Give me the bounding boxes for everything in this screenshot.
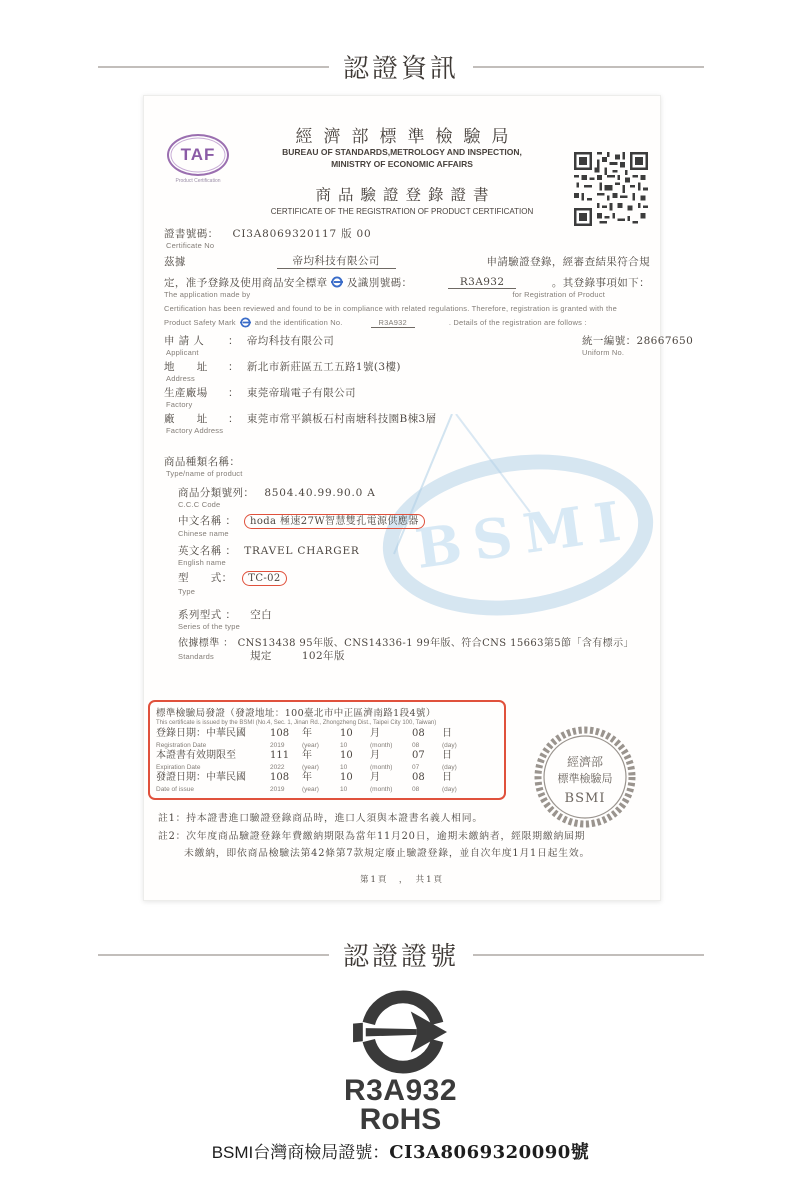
bsmi-mark-code: R3A932 [343, 1074, 458, 1107]
standards-value2b: 102年版 [301, 650, 345, 662]
grant-line2-left [164, 275, 412, 290]
page-number: 第1頁 ， 共1頁 [359, 875, 445, 885]
uniform-number: 統一編號：28667650 [582, 335, 694, 347]
identification-code-underlined: R3A932 [448, 276, 517, 289]
bureau-title-zh: 經濟部標準檢驗局 [295, 127, 520, 147]
grant-en-line2-b: and the identification No. [254, 318, 343, 327]
ccc-value: 8504.40.99.90.0 A [264, 487, 376, 499]
series-value: 空白 [250, 609, 273, 621]
safety-mark-icon [240, 317, 251, 328]
bureau-title-en1: BUREAU OF STANDARDS,METROLOGY AND INSPECTION, [282, 147, 522, 157]
factory-row-en: Factory [166, 400, 193, 409]
applicant-value: 帝均科技有限公司 [246, 335, 335, 347]
bsmi-certificate-number-line [0, 1138, 801, 1164]
registration-date-row-en: Registration Date 2019 (year) 10 (month) 08 (day) [156, 741, 457, 749]
certificate-number-label: 證書號碼： [164, 228, 219, 240]
product-type-heading: 商品種類名稱： [164, 456, 241, 468]
registration-date-row: 登錄日期：中華民國 108 年 10 月 08 日 [156, 728, 452, 739]
ccc-row-en: C.C.C Code [178, 500, 221, 509]
grant-line-2 [164, 275, 650, 290]
series-row-en: Series of the type [178, 622, 240, 631]
applicant-row-en: Applicant [166, 348, 199, 357]
grant-line2-c: 。其登錄事項如下： [551, 277, 650, 289]
factory-address-row-en: Factory Address [166, 426, 224, 435]
grant-line1-rest: 申請驗證登錄，經審查結果符合規 [486, 256, 650, 268]
address-row-en: Address [166, 374, 195, 383]
qr-code-icon [574, 152, 648, 226]
issue-title-en: This certificate is issued by the BSMI (No.4, Sec. 1, Jinan Rd., Zhongzheng Dist., Taipei City 100, Taiwan) [156, 720, 437, 726]
chinese-name-value-highlighted: hoda 極速27W智慧雙孔電源供應器 [244, 514, 425, 529]
bureau-title-en2: MINISTRY OF ECONOMIC AFFAIRS [331, 158, 473, 169]
cert-info-section-header [98, 48, 704, 85]
issue-date-row: 發證日期：中華民國 108 年 10 月 08 日 [156, 772, 452, 783]
taf-caption: Product Certification [175, 178, 221, 184]
factory-row: 生產廠場 ： 東莞帝瑞電子有限公司 [164, 387, 356, 399]
standards-row: 依據標準 ： CNS13438 95年版、CNS14336-1 99年版、符合CNS 15663第5節「含有標示」 [178, 638, 634, 649]
grant-en-applicant: The application made by [164, 290, 251, 299]
footer-label: BSMI台灣商檢局證號： [211, 1143, 390, 1162]
seal-line-2: 標準檢驗局 [557, 772, 613, 785]
standards-value: CNS13438 95年版、CNS14336-1 99年版、符合CNS 15663第5節「含有標示」 [237, 638, 634, 649]
certificate-number-line [164, 226, 372, 241]
divider-line [473, 954, 704, 956]
doc-title-en: CERTIFICATE OF THE REGISTRATION OF PRODUCT CERTIFICATION [270, 206, 534, 216]
address-row: 地 址 ： 新北市新莊區五工五路1號(3樓) [164, 361, 401, 373]
english-name-row-en: English name [178, 558, 226, 567]
doc-title-zh: 商品驗證登錄證書 [315, 185, 496, 204]
grant-en-line2-a: Product Safety Mark [164, 318, 236, 327]
expiration-date-row-en: Expiration Date 2022 (year) 10 (month) 07 (day) [156, 763, 457, 771]
grant-en-registration: for Registration of Product [512, 290, 605, 299]
grant-prefix: 茲據 [164, 256, 186, 268]
note-2-line1: 註2：次年度商品驗證登錄年費繳納期限為當年11月20日，逾期未繳納者，經限期繳納屆期 [158, 831, 586, 842]
bsmi-mark-icon [352, 986, 450, 1078]
uniform-number-en: Uniform No. [582, 348, 625, 357]
issue-title-zh: 標準檢驗局發證（發證地址：100臺北市中正區濟南路1段4號） [156, 708, 436, 719]
english-name-row: 英文名稱 ： TRAVEL CHARGER [178, 545, 360, 557]
grant-en-line2-c: . Details of the registration are follows : [448, 318, 587, 327]
series-row: 系列型式 ： 空白 [178, 609, 273, 621]
factory-address-value: 東莞市常平鎮板石村南塘科技園B棟3層 [246, 413, 437, 425]
address-value: 新北市新莊區五工五路1號(3樓) [246, 361, 401, 373]
applicant-company-underlined: 帝均科技有限公司 [277, 253, 396, 269]
issue-date-row-en: Date of issue 2019 (year) 10 (month) 08 (day) [156, 785, 457, 793]
cert-info-heading: 認證資訊 [343, 53, 460, 83]
expiration-date-row: 本證書有效期限至 111 年 10 月 07 日 [156, 750, 452, 761]
grant-en-line2 [164, 317, 650, 328]
grant-en-line1: Certification has been reviewed and found to be in compliance with related regulations. Therefore, registration is granted with the [164, 304, 617, 313]
chinese-name-row: 中文名稱 ： hoda 極速27W智慧雙孔電源供應器 [178, 512, 425, 528]
standards-row-2: Standards 規定 102年版 [178, 650, 345, 662]
model-value-highlighted: TC-02 [242, 571, 286, 586]
certificate-header [224, 122, 580, 216]
issue-date-box [148, 700, 506, 800]
grant-en-row [164, 290, 605, 299]
note-1: 註1：持本證書進口驗證登錄商品時，進口人須與本證書名義人相同。 [158, 813, 483, 824]
seal-line-3: BSMI [564, 791, 606, 806]
divider-line [98, 66, 329, 68]
certificate-number-label-en: Certificate No [166, 241, 215, 250]
model-row-en: Type [178, 587, 196, 596]
grant-line2-a: 定，准予登錄及使用商品安全標章 [164, 277, 328, 289]
grant-line2-b: 及識別號碼： [347, 277, 413, 289]
note-2-line2: 未繳納，即依商品檢驗法第42條第7款規定廢止驗證登錄，並自次年度1月1日起生效。 [184, 848, 591, 859]
divider-line [473, 66, 704, 68]
cert-number-section-header [98, 936, 704, 973]
bsmi-certificate-scan [143, 95, 694, 901]
factory-address-row: 廠 址 ： 東莞市常平鎮板石村南塘科技園B棟3層 [164, 413, 437, 425]
safety-mark-icon [331, 276, 343, 288]
rohs-label: RoHS [359, 1103, 442, 1136]
divider-line [98, 954, 329, 956]
seal-line-1: 經濟部 [566, 755, 604, 769]
english-name-value: TRAVEL CHARGER [244, 545, 360, 557]
chinese-name-row-en: Chinese name [178, 529, 229, 538]
factory-value: 東莞帝瑞電子有限公司 [246, 387, 356, 399]
standards-value2a: 規定 [250, 650, 272, 662]
certificate-number-value: CI3A8069320117 版 00 [232, 228, 372, 240]
taf-ellipse-icon: TAF [167, 134, 229, 176]
identification-code-en-underlined: R3A932 [371, 318, 415, 328]
bsmi-seal-icon [532, 724, 638, 830]
applicant-row: 申 請 人 ： 帝均科技有限公司 [164, 335, 335, 347]
product-type-heading-en: Type/name of product [166, 469, 243, 478]
grant-line-1 [164, 253, 650, 269]
cert-number-heading: 認證證號 [343, 941, 460, 971]
bsmi-watermark: BSMI [372, 438, 663, 632]
footer-cert-number: CI3A8069320090號 [389, 1142, 590, 1163]
model-row: 型 式： TC-02 [178, 570, 287, 585]
ccc-row: 商品分類號列： 8504.40.99.90.0 A [178, 487, 376, 499]
